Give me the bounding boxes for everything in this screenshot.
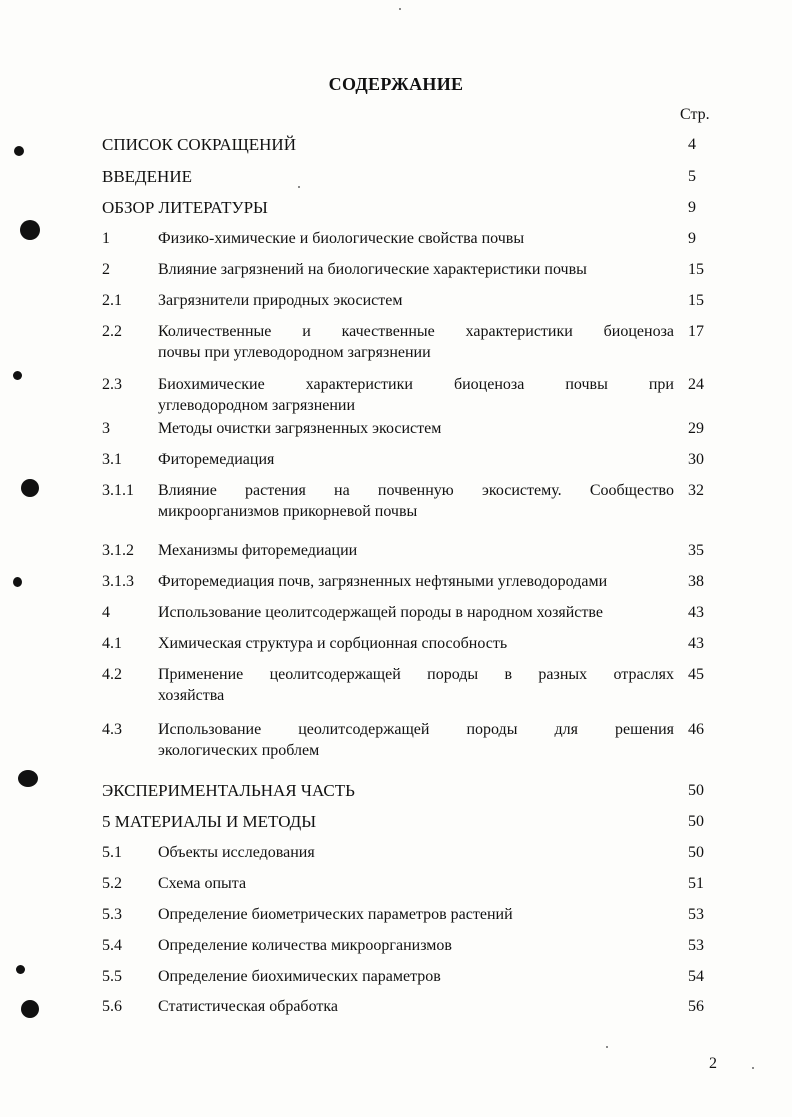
punch-hole <box>16 965 25 974</box>
toc-entry-number: 4.3 <box>102 721 122 738</box>
toc-entry-line: Использование цеолитсодержащей породы для решения <box>158 721 674 738</box>
toc-entry-text <box>158 540 674 561</box>
toc-entry-line: Статистическая обработка <box>158 998 338 1015</box>
toc-entry-text <box>158 374 674 416</box>
toc-entry-text <box>158 904 674 925</box>
footer-page-number: 2 <box>709 1055 717 1072</box>
toc-page-number: 17 <box>688 323 704 340</box>
toc-page-number: 38 <box>688 573 704 590</box>
toc-entry-number: 1 <box>102 230 110 247</box>
toc-page-number: 9 <box>688 199 696 216</box>
punch-hole <box>20 220 40 240</box>
toc-section-title: СПИСОК СОКРАЩЕНИЙ <box>102 135 296 154</box>
toc-section-title: ВВЕДЕНИЕ <box>102 167 192 186</box>
toc-page-number: 43 <box>688 604 704 621</box>
punch-hole <box>14 146 24 156</box>
scan-speck <box>399 8 401 10</box>
toc-page-number: 53 <box>688 937 704 954</box>
toc-page-number: 51 <box>688 875 704 892</box>
scan-speck <box>752 1067 754 1069</box>
toc-entry-text <box>158 449 674 470</box>
page-title: СОДЕРЖАНИЕ <box>328 74 464 94</box>
toc-entry-line: Определение количества микроорганизмов <box>158 937 452 954</box>
toc-entry-text <box>158 228 674 249</box>
toc-page-number: 4 <box>688 136 696 153</box>
toc-entry-text <box>158 321 674 363</box>
punch-hole <box>18 770 38 787</box>
toc-entry-text <box>158 480 674 522</box>
punch-hole <box>21 1000 39 1018</box>
toc-entry-number: 5.4 <box>102 937 122 954</box>
toc-entry-line: хозяйства <box>158 687 225 704</box>
toc-entry-line: углеводородном загрязнении <box>158 397 356 414</box>
toc-entry-number: 5.2 <box>102 875 122 892</box>
toc-entry-number: 5.1 <box>102 844 122 861</box>
toc-entry-text <box>158 571 674 592</box>
toc-entry-line: экологических проблем <box>158 742 320 759</box>
toc-page-number: 43 <box>688 635 704 652</box>
toc-entry-number: 2.3 <box>102 376 122 393</box>
toc-entry-line: Методы очистки загрязненных экосистем <box>158 420 442 437</box>
toc-page-number: 50 <box>688 813 704 830</box>
toc-entry-line: микроорганизмов прикорневой почвы <box>158 503 418 520</box>
toc-page-number: 35 <box>688 542 704 559</box>
toc-page-number: 50 <box>688 844 704 861</box>
toc-section-title: ЭКСПЕРИМЕНТАЛЬНАЯ ЧАСТЬ <box>102 781 355 800</box>
toc-page-number: 32 <box>688 482 704 499</box>
punch-hole <box>21 479 39 497</box>
toc-entry-text <box>158 996 674 1017</box>
toc-page-number: 15 <box>688 261 704 278</box>
toc-entry-line: Фиторемедиация почв, загрязненных нефтяными углеводородами <box>158 573 608 590</box>
toc-entry-line: Механизмы фиторемедиации <box>158 542 358 559</box>
punch-hole <box>13 577 22 587</box>
toc-entry-number: 2.2 <box>102 323 122 340</box>
toc-page-number: 56 <box>688 998 704 1015</box>
toc-page-number: 9 <box>688 230 696 247</box>
toc-page-number: 5 <box>688 168 696 185</box>
toc-entry-text <box>158 873 674 894</box>
toc-entry-number: 3.1 <box>102 451 122 468</box>
scan-speck <box>298 186 300 188</box>
toc-entry-text <box>158 633 674 654</box>
toc-page-number: 54 <box>688 968 704 985</box>
scan-speck <box>606 1046 608 1048</box>
toc-entry-line: Биохимические характеристики биоценоза почвы при <box>158 376 674 393</box>
toc-entry-number: 3.1.3 <box>102 573 134 590</box>
toc-page-number: 46 <box>688 721 704 738</box>
toc-entry-number: 3 <box>102 420 110 437</box>
toc-entry-line: Загрязнители природных экосистем <box>158 292 403 309</box>
toc-entry-line: Химическая структура и сорбционная способность <box>158 635 508 652</box>
toc-entry-line: Определение биометрических параметров растений <box>158 906 513 923</box>
page-column-label: Стр. <box>680 106 710 123</box>
toc-entry-line: Влияние загрязнений на биологические характеристики почвы <box>158 261 587 278</box>
toc-entry-text <box>158 418 674 439</box>
toc-page-number: 24 <box>688 376 704 393</box>
toc-entry-line: почвы при углеводородном загрязнении <box>158 344 431 361</box>
toc-entry-line: Физико-химические и биологические свойства почвы <box>158 230 525 247</box>
toc-entry-line: Определение биохимических параметров <box>158 968 441 985</box>
toc-entry-line: Применение цеолитсодержащей породы в разных отраслях <box>158 666 674 683</box>
toc-entry-number: 4.2 <box>102 666 122 683</box>
toc-entry-line: Количественные и качественные характеристики биоценоза <box>158 323 674 340</box>
toc-entry-text <box>158 259 674 280</box>
toc-entry-number: 4.1 <box>102 635 122 652</box>
toc-section-title: 5 МАТЕРИАЛЫ И МЕТОДЫ <box>102 812 317 831</box>
toc-entry-number: 2.1 <box>102 292 122 309</box>
toc-entry-text <box>158 664 674 706</box>
toc-page-number: 45 <box>688 666 704 683</box>
toc-entry-line: Фиторемедиация <box>158 451 275 468</box>
toc-entry-number: 3.1.1 <box>102 482 134 499</box>
punch-hole <box>13 371 22 380</box>
toc-entry-number: 5.3 <box>102 906 122 923</box>
toc-entry-line: Использование цеолитсодержащей породы в народном хозяйстве <box>158 604 603 621</box>
toc-page-number: 29 <box>688 420 704 437</box>
toc-page-number: 30 <box>688 451 704 468</box>
toc-entry-number: 2 <box>102 261 110 278</box>
toc-entry-text <box>158 602 674 623</box>
toc-entry-text <box>158 966 674 987</box>
toc-entry-text <box>158 719 674 761</box>
toc-page-number: 53 <box>688 906 704 923</box>
toc-section-title: ОБЗОР ЛИТЕРАТУРЫ <box>102 198 268 217</box>
toc-entry-number: 3.1.2 <box>102 542 134 559</box>
toc-entry-line: Схема опыта <box>158 875 247 892</box>
toc-entry-line: Объекты исследования <box>158 844 315 861</box>
toc-page-number: 50 <box>688 782 704 799</box>
toc-entry-number: 4 <box>102 604 110 621</box>
toc-entry-number: 5.6 <box>102 998 122 1015</box>
toc-entry-line: Влияние растения на почвенную экосистему. Сообщество <box>158 482 674 499</box>
toc-entry-text <box>158 290 674 311</box>
toc-entry-text <box>158 842 674 863</box>
toc-entry-number: 5.5 <box>102 968 122 985</box>
toc-entry-text <box>158 935 674 956</box>
toc-page-number: 15 <box>688 292 704 309</box>
